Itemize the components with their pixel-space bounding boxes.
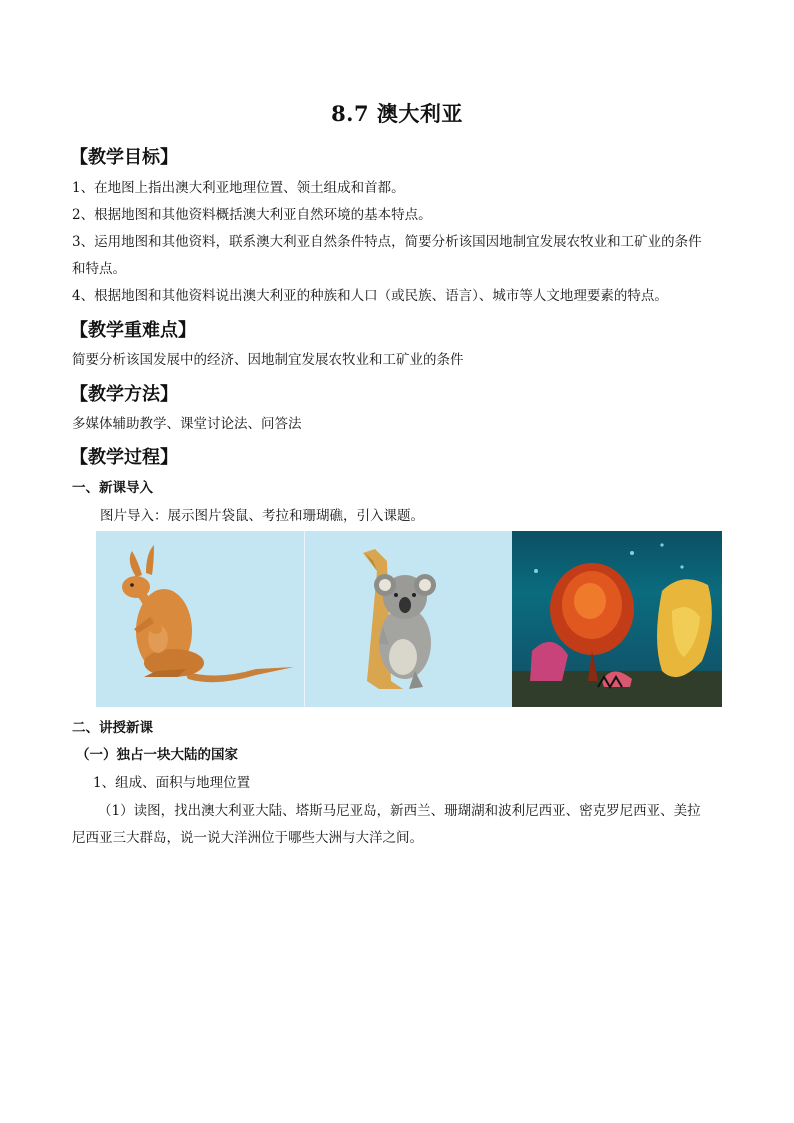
- methods-heading: 【教学方法】: [70, 384, 178, 405]
- process-heading: 【教学过程】: [70, 447, 178, 468]
- part2-title: 二、讲授新课: [72, 720, 153, 736]
- sub1-title: （一）独占一块大陆的国家: [76, 747, 238, 763]
- objectives-heading: 【教学目标】: [70, 147, 178, 168]
- objective-item: 2、根据地图和其他资料概括澳大利亚自然环境的基本特点。: [72, 207, 432, 223]
- objective-item: 4、根据地图和其他资料说出澳大利亚的种族和人口（或民族、语言）、城市等人文地理要素的特点。: [72, 288, 668, 304]
- page-title: 8.7 澳大利亚: [331, 101, 463, 126]
- methods-text: 多媒体辅助教学、课堂讨论法、问答法: [72, 416, 302, 432]
- objective-item: 1、在地图上指出澳大利亚地理位置、领土组成和首都。: [72, 180, 405, 196]
- koala-figure: [363, 549, 436, 689]
- sub1-item: 1、组成、面积与地理位置: [93, 775, 251, 791]
- intro-images: [96, 531, 722, 707]
- coral-reef-image: [512, 531, 722, 707]
- key-points-heading: 【教学重难点】: [70, 320, 196, 341]
- objective-item: 和特点。: [72, 261, 126, 277]
- sub1-text-line1: （1）读图，找出澳大利亚大陆、塔斯马尼亚岛，新西兰、珊瑚湖和波利尼西亚、密克罗尼西亚、美拉: [98, 803, 701, 819]
- sub1-text-line2: 尼西亚三大群岛，说一说大洋洲位于哪些大洲与大洋之间。: [72, 830, 423, 846]
- coral-reef-figure: [512, 543, 722, 707]
- part1-text: 图片导入：展示图片袋鼠、考拉和珊瑚礁，引入课题。: [100, 508, 424, 524]
- kangaroo-figure: [122, 545, 294, 682]
- koala-image: [305, 531, 513, 707]
- objective-item: 3、运用地图和其他资料，联系澳大利亚自然条件特点，简要分析该国因地制宜发展农牧业和工矿业的条件: [72, 234, 702, 250]
- kangaroo-image: [96, 531, 305, 707]
- part1-title: 一、新课导入: [72, 480, 153, 496]
- key-points-text: 简要分析该国发展中的经济、因地制宜发展农牧业和工矿业的条件: [72, 352, 464, 368]
